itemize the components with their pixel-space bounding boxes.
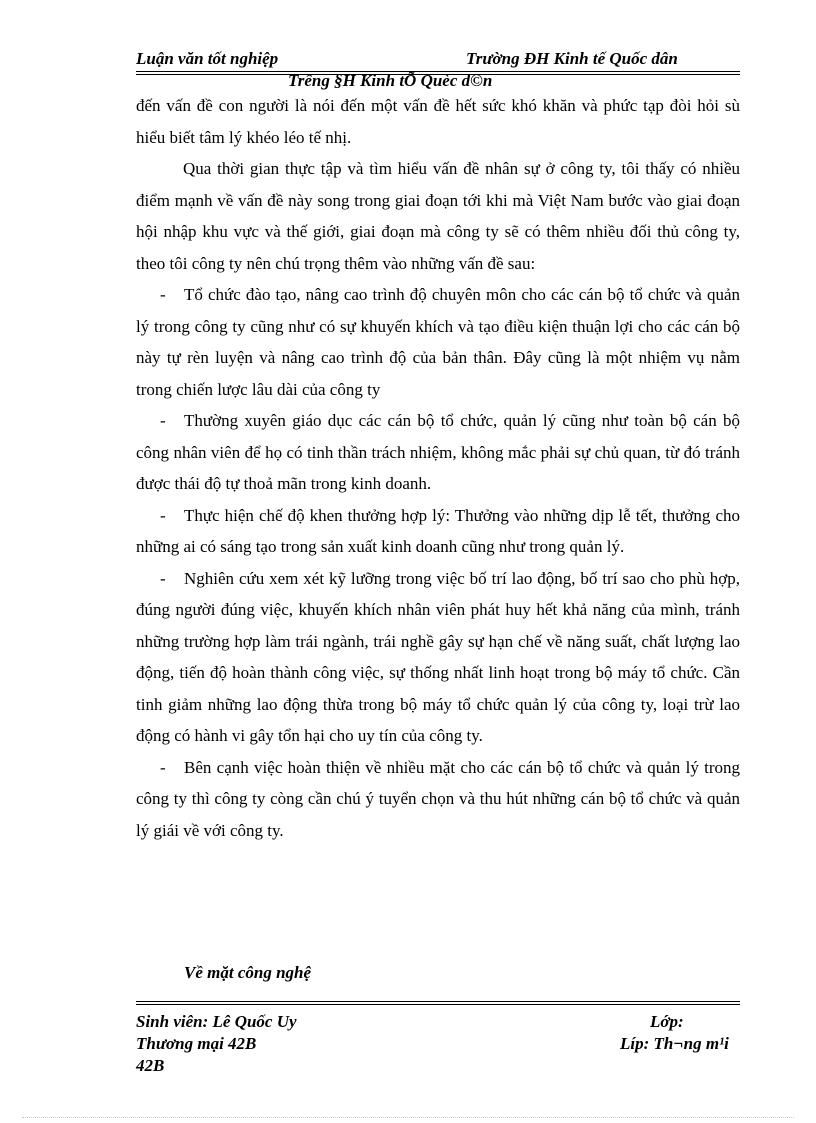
footer-class-label: Lớp: — [650, 1012, 684, 1031]
header-thesis-title: Luận văn tốt nghiệp — [136, 49, 279, 68]
dash-bullet: - — [160, 411, 166, 430]
footer-student-name: Sinh viên: Lê Quốc Uy — [136, 1012, 297, 1031]
list-item — [136, 279, 740, 405]
header-university-name: Trường ĐH Kinh tế Quốc dân — [466, 49, 678, 68]
footer-rule-top — [136, 1001, 740, 1002]
list-item — [136, 500, 740, 563]
dash-bullet: - — [160, 505, 166, 525]
header-garbled-university: Trêng §H Kinh tÕ Quèc d©n — [288, 71, 493, 90]
list-item-text: Bên cạnh việc hoàn thiện về nhiều mặt cho các cán bộ tổ chức và quản lý trong công ty thì công ty còng cần chú ý tuyển chọn và thu hút những cán bộ tổ chức và quản lý giái về với công ty. — [136, 757, 740, 840]
footer-year: 42B — [136, 1056, 165, 1075]
dash-bullet: - — [160, 568, 166, 588]
page-body — [136, 90, 740, 846]
list-item — [136, 563, 740, 752]
list-item — [136, 752, 740, 847]
dash-bullet: - — [160, 757, 166, 777]
footer-major: Thương mại 42B — [136, 1034, 257, 1053]
page-edge-divider — [22, 1117, 794, 1118]
list-item — [136, 405, 740, 500]
list-item-text: Tổ chức đào tạo, nâng cao trình độ chuyên môn cho các cán bộ tổ chức và quản lý trong công ty cũng như có sự khuyến khích và tạo điều kiện thuận lợi cho các cán bộ này tự rèn luyện và nâng cao trình độ của bản thân. Đây cũng là một nhiệm vụ nằm trong chiến lược lâu dài của công ty — [136, 285, 740, 399]
paragraph-intro: Qua thời gian thực tập và tìm hiểu vấn đề nhân sự ở công ty, tôi thấy có nhiều điểm mạnh về vấn đề này song trong giai đoạn tới khi mà Việt Nam bước vào giai đoạn hội nhập khu vực và thế giới, giai đoạn mà công ty sẽ có thêm nhiều đối thủ công ty, theo tôi công ty nên chú trọng thêm vào những vấn đề sau: — [136, 159, 740, 273]
footer-class-garbled: Líp: Th¬ng m¹i — [620, 1034, 729, 1053]
list-item-text: Thực hiện chế độ khen thưởng hợp lý: Thưởng vào những dịp lễ tết, thưởng cho những ai có sáng tạo trong sản xuất kinh doanh cũng như trong quản lý. — [136, 505, 740, 556]
list-item-text: Thường xuyên giáo dục các cán bộ tổ chức, quản lý cũng như toàn bộ cán bộ công nhân viên để họ có tinh thần trách nhiệm, không mắc phải sự chủ quan, từ đó tránh được thái độ tự thoả mãn trong kinh doanh. — [136, 411, 740, 493]
dash-bullet: - — [160, 285, 166, 304]
list-item-text: Nghiên cứu xem xét kỹ lưỡng trong việc bố trí lao động, bố trí sao cho phù hợp, đúng người đúng việc, khuyến khích nhân viên phát huy hết khả năng của mình, tránh những trường hợp làm trái ngành, trái nghề gây sự hạn chế về năng suất, chất lượng lao động, tiến độ hoàn thành công việc, sự thống nhất linh hoạt trong bộ máy tổ chức. Cần tinh giảm những lao động thừa trong bộ máy tổ chức quản lý của công ty, loại trừ lao động có hành vi gây tổn hại cho uy tín của công ty. — [136, 568, 740, 745]
section-subheading: Về mặt công nghệ — [184, 963, 312, 982]
paragraph-continuation: đến vấn đề con người là nói đến một vấn đề hết sức khó khăn và phức tạp đòi hỏi sù hiểu biết tâm lý khéo léo tế nhị. — [136, 96, 740, 147]
footer-rule-bottom — [136, 1004, 740, 1005]
